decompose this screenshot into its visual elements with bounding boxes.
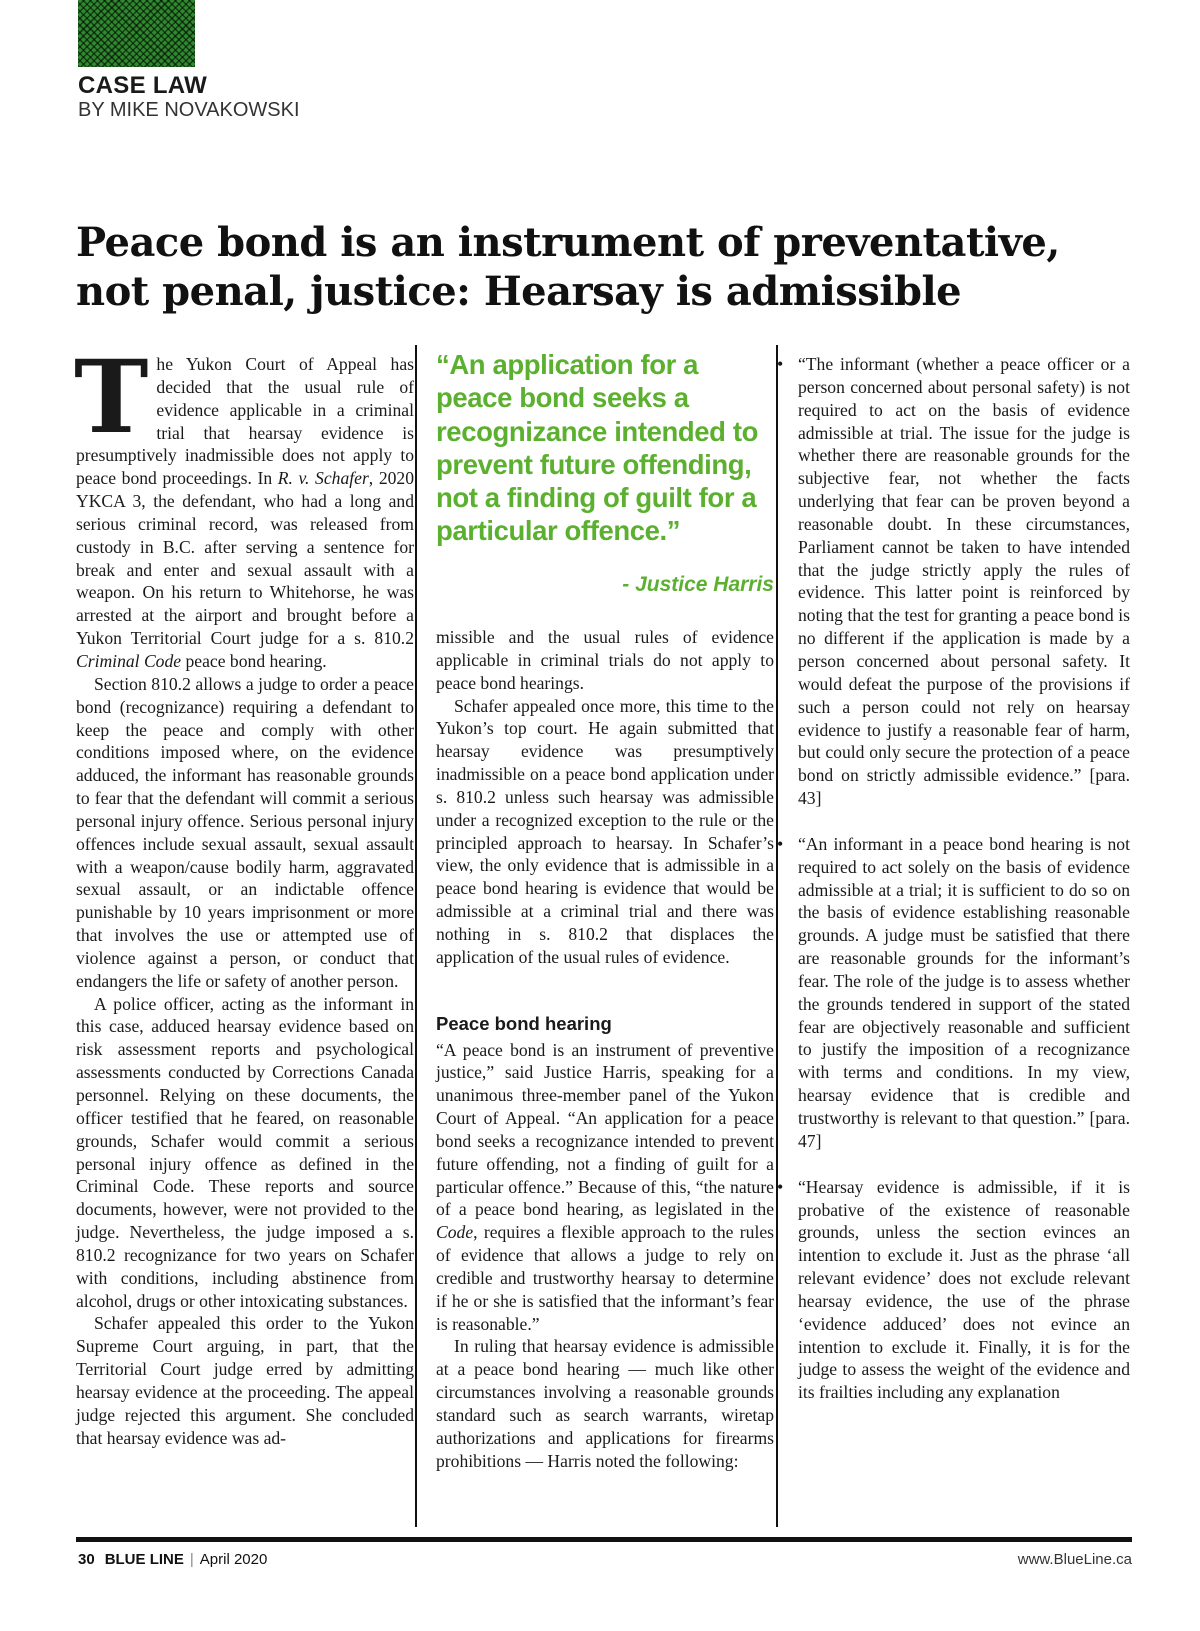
subheading: Peace bond hearing [436,1012,612,1034]
article-column-2 [436,626,774,1473]
case-citation: R. v. Schafer [277,468,369,489]
bullet-icon: • [777,833,784,854]
page-number: 30 [78,1551,95,1568]
website-link[interactable]: www.BlueLine.ca [1017,1551,1132,1568]
paragraph: Section 810.2 allows a judge to order a peace bond (recognizance) requiring a defendant to keep the peace and comply with other conditions imposed where, on the evidence adduced, the informant has reasonable grounds to fear that the defendant will commit a serious personal injury offence. Serious personal injury offences include sexual assault, sexual assault with a weapon/cause bodily harm, aggravated sexual assault, or an indictable offence punishable by 10 years imprisonment or more that involves the use or attempted use of violence against a person, or conduct that endangers the life or safety of another person. [76,673,414,991]
paragraph: “A peace bond is an instrument of preventive justice,” said Justice Harris, speaking for a unanimous three-member panel of the Yukon Court of Appeal. “An application for a peace bond seeks a recognizance intended to prevent future offending, not a finding of guilt for a particular offence.” Because of this, “the nature of a peace bond hearing, as legislated in the Code, requires a flexible approach to the rules of evidence that allows a judge to rely on credible and trustworthy hearsay to determine if he or she is satisfied that the informant’s fear is reasonable.” [436,1039,774,1334]
issue-date: April 2020 [199,1551,268,1568]
footer-rule [76,1537,1132,1542]
footer-separator: | [189,1551,194,1568]
byline: BY MIKE NOVAKOWSKI [78,99,300,121]
article-column-3 [777,353,1130,1404]
section-label: CASE LAW [78,72,208,99]
bullet-icon: • [777,354,784,374]
pull-quote-attribution: - Justice Harris [622,573,774,596]
headline-line-1: Peace bond is an instrument of preventative, [76,219,1060,266]
pull-quote: “An application for a peace bond seeks a recognizance intended to prevent future offending, not a finding of guilt for a particular offence.” [436,349,758,547]
statute-name: Code [436,1222,474,1243]
headline [76,218,1156,316]
statute-name: Criminal Code [76,650,182,671]
bullet-item: • “Hearsay evidence is admissible, if it is probative of the existence of reasonable grounds, unless the section evinces an intention to exclude it. Just as the phrase ‘all relevant evidence’ does not exclude relevant hearsay evidence, the use of the phrase ‘evidence adduced’ does not evince an intention to exclude it. Finally, it is for the judge to assess the weight of the evidence and its frailties including any explanation [777,1176,1130,1403]
magazine-name: BLUE LINE [104,1551,184,1568]
headline-line-2: not penal, justice: Hearsay is admissible [76,268,962,315]
paragraph: missible and the usual rules of evidence applicable in criminal trials do not apply to peace bond hearings. [436,627,774,693]
paragraph: In ruling that hearsay evidence is admissible at a peace bond hearing — much like other circumstances involving a reasonable grounds standard such as search warrants, wiretap authorizations and applications for firearms prohibitions — Harris noted the following: [436,1336,774,1471]
drop-cap: T [74,338,149,456]
decorative-pattern-block [78,0,195,67]
bullet-item: • “The informant (whether a peace officer or a person concerned about personal safety) is not required to act on the basis of evidence admissible at trial. The issue for the judge is whether there are reasonable grounds for the subjective fear, not whether the facts underlying that fear can be proven beyond a reasonable doubt. In these circumstances, Parliament cannot be taken to have intended that the judge strictly apply the rules of evidence. This latter point is reinforced by noting that the test for granting a peace bond is no different if the application is made by a person concerned about personal safety. It would defeat the purpose of the provisions if such a person could not rely on hearsay evidence to justify a reasonable fear of harm, but could only secure the protection of a peace bond on strictly admissible evidence.” [para. 43] [777,354,1130,809]
paragraph: A police officer, acting as the informant in this case, adduced hearsay evidence based on risk assessment reports and psychological assessments conducted by Corrections Canada personnel. Relying on these documents, the officer testified that he feared, on reasonable grounds, Schafer would commit a serious personal injury offence as defined in the Criminal Code. These reports and source documents, however, were not provided to the judge. Nevertheless, the judge imposed a s. 810.2 recognizance for two years on Schafer with conditions, including abstinence from alcohol, drugs or other intoxicating substances. [76,993,414,1311]
paragraph: Schafer appealed this order to the Yukon Supreme Court arguing, in part, that the Territorial Court judge erred by admitting hearsay evidence at the proceeding. The appeal judge rejected this argument. She concluded that hearsay evidence was ad- [76,1313,414,1448]
article-column-1 [74,338,415,1450]
bullet-icon: • [777,1176,784,1197]
paragraph: Schafer appealed once more, this time to the Yukon’s top court. He again submitted that hearsay evidence was presumptively inadmissible on a peace bond application under s. 810.2 unless such hearsay was admissible under a recognized exception to the rule or the principled approach to hearsay. In Schafer’s view, the only evidence that is admissible in a peace bond hearing is evidence that would be admissible at a criminal trial and there was nothing in s. 810.2 that displaces the application of the usual rules of evidence. [436,695,774,967]
bullet-item: • “An informant in a peace bond hearing is not required to act solely on the basis of evidence admissible at a trial; it is sufficient to do so on the basis of evidence establishing reasonable grounds. A judge must be satisfied that there are reasonable grounds for the informant’s fear. The role of the judge is to assess whether the grounds tendered in support of the stated fear are objectively reasonable and sufficient to justify the imposition of a recognizance with terms and conditions. In my view, hearsay evidence that is credible and trustworthy is relevant to that question.” [para. 47] [777,833,1130,1151]
column-divider [776,345,778,1527]
footer-folio [78,1551,267,1568]
column-divider [415,345,417,1527]
paragraph: The Yukon Court of Appeal has decided that the usual rule of evidence applicable in a criminal trial that hearsay evidence is presumptively inadmissible does not apply to peace bond proceedings. In R. v. Schafer, 2020 YKCA 3, the defendant, who had a long and serious criminal record, was released from custody in B.C. after serving a sentence for break and enter and sexual assault with a weapon. On his return to Whitehorse, he was arrested at the airport and brought before a Yukon Territorial Court judge for a s. 810.2 Criminal Code peace bond hearing. [74,338,415,671]
